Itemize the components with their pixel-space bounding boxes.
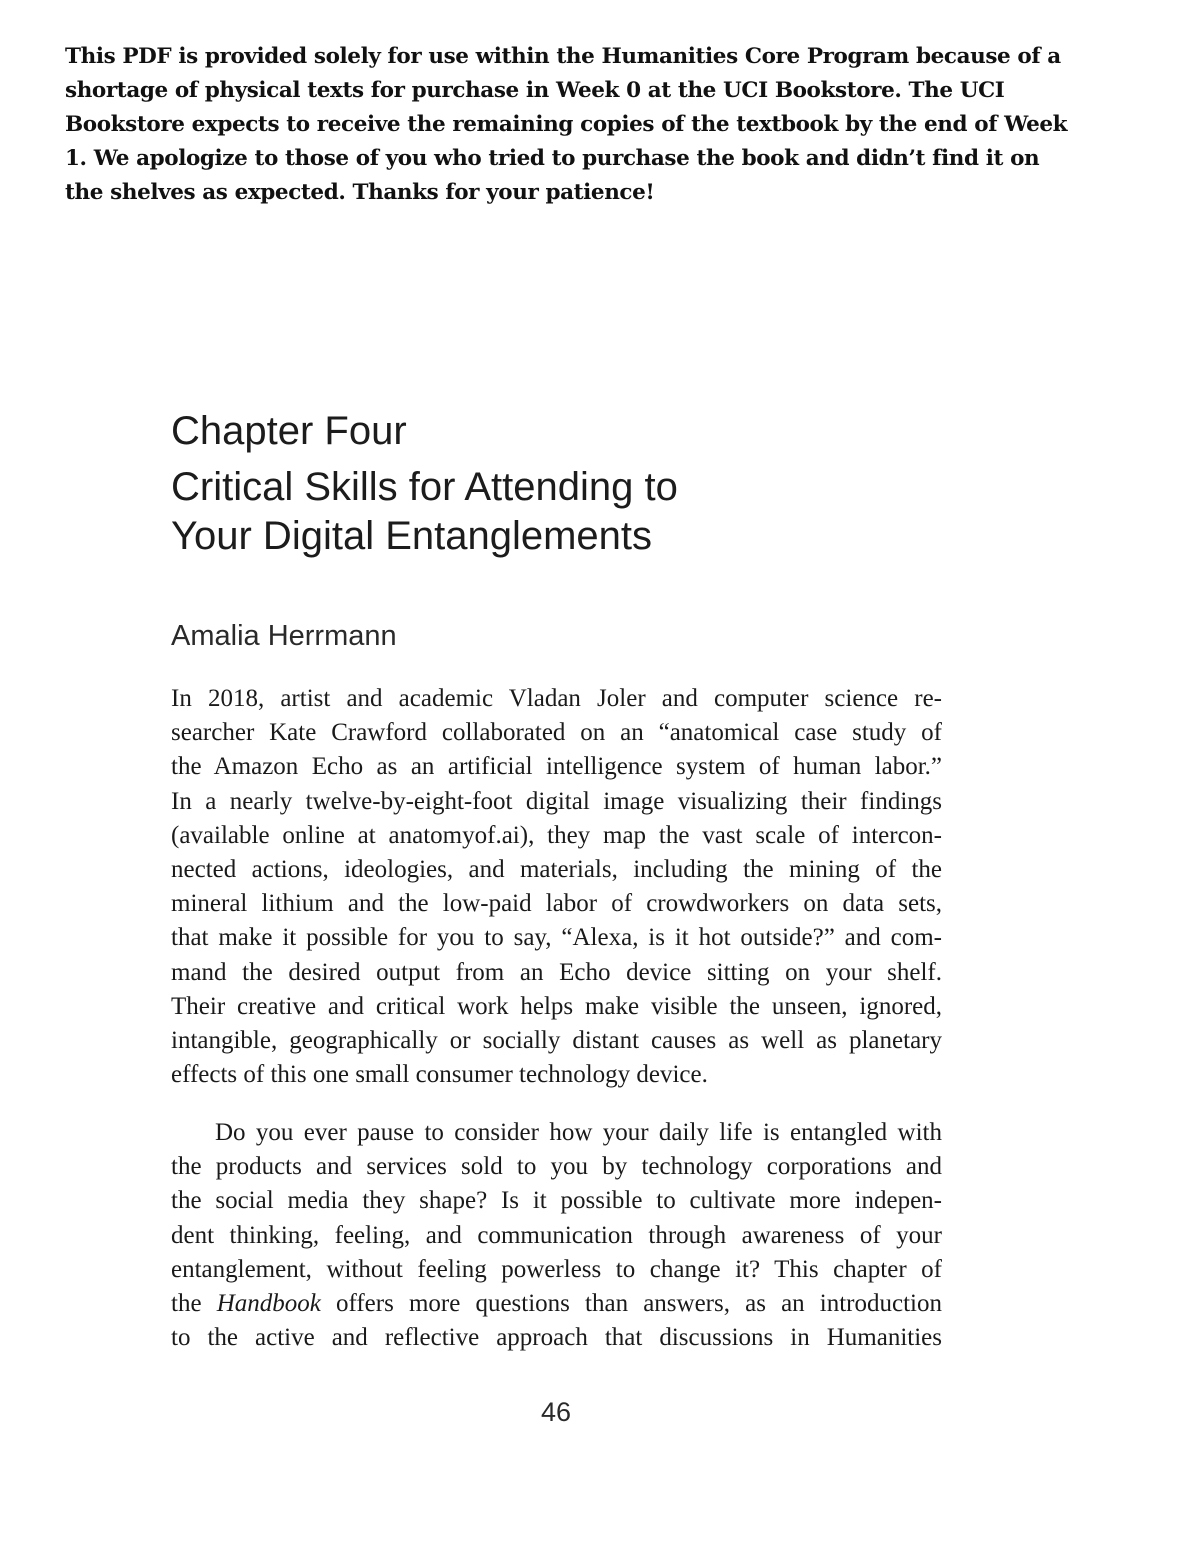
chapter-title — [171, 463, 678, 561]
text-line: mand the desired output from an Echo device sitting on your shelf. — [171, 958, 942, 986]
text-line: that make it possible for you to say, “Alexa, is it hot outside?” and com- — [171, 924, 942, 952]
notice-line: Bookstore expects to receive the remaining copies of the textbook by the end of Week — [65, 112, 1068, 137]
text-line: (available online at anatomyof.ai), they map the vast scale of intercon- — [171, 821, 942, 849]
notice-line: 1. We apologize to those of you who tried to purchase the book and didn’t find it on — [65, 146, 1040, 171]
chapter-title-line: Critical Skills for Attending to — [171, 465, 678, 509]
text-line: mineral lithium and the low-paid labor of crowdworkers on data sets, — [171, 890, 942, 918]
page-number: 46 — [540, 1397, 572, 1427]
chapter-number: Chapter Four — [171, 409, 407, 453]
text-line: the social media they shape? Is it possible to cultivate more indepen- — [171, 1187, 942, 1215]
body-paragraph-1 — [171, 682, 942, 1092]
chapter-title-line: Your Digital Entanglements — [171, 514, 653, 558]
notice-line: the shelves as expected. Thanks for your patience! — [65, 180, 655, 205]
chapter-author: Amalia Herrmann — [171, 620, 397, 652]
text-line: nected actions, ideologies, and materials, including the mining of the — [171, 856, 942, 884]
text-line: dent thinking, feeling, and communication through awareness of your — [171, 1221, 942, 1249]
text-line: the Amazon Echo as an artificial intelligence system of human labor.” — [171, 753, 942, 781]
notice-line: shortage of physical texts for purchase in Week 0 at the UCI Bookstore. The UCI — [65, 78, 1005, 103]
text-line: searcher Kate Crawford collaborated on an “anatomical case study of — [171, 719, 942, 747]
text-line: intangible, geographically or socially distant causes as well as planetary — [171, 1027, 942, 1055]
text-line: In 2018, artist and academic Vladan Joler and computer science re- — [171, 685, 942, 712]
book-title-italic: Handbook — [216, 1290, 321, 1318]
text-line: In a nearly twelve-by-eight-foot digital image visualizing their findings — [171, 787, 942, 815]
pdf-notice — [65, 40, 1137, 210]
text-line: entanglement, without feeling powerless to change it? This chapter of — [171, 1255, 942, 1283]
notice-line: This PDF is provided solely for use within the Humanities Core Program because of a — [65, 44, 1061, 69]
text-line: Their creative and critical work helps make visible the unseen, ignored, — [171, 992, 942, 1020]
text-line: Do you ever pause to consider how your daily life is entangled with — [215, 1119, 942, 1146]
text-line: to the active and reflective approach that discussions in Humanities — [171, 1324, 942, 1352]
text-segment: the — [171, 1290, 217, 1318]
text-line: effects of this one small consumer technology device. — [171, 1061, 708, 1089]
text-line: the products and services sold to you by technology corporations and — [171, 1153, 942, 1181]
text-line — [171, 1287, 942, 1321]
body-paragraph-2 — [171, 1116, 942, 1355]
text-segment: offers more questions than answers, as an introduction — [320, 1290, 942, 1318]
